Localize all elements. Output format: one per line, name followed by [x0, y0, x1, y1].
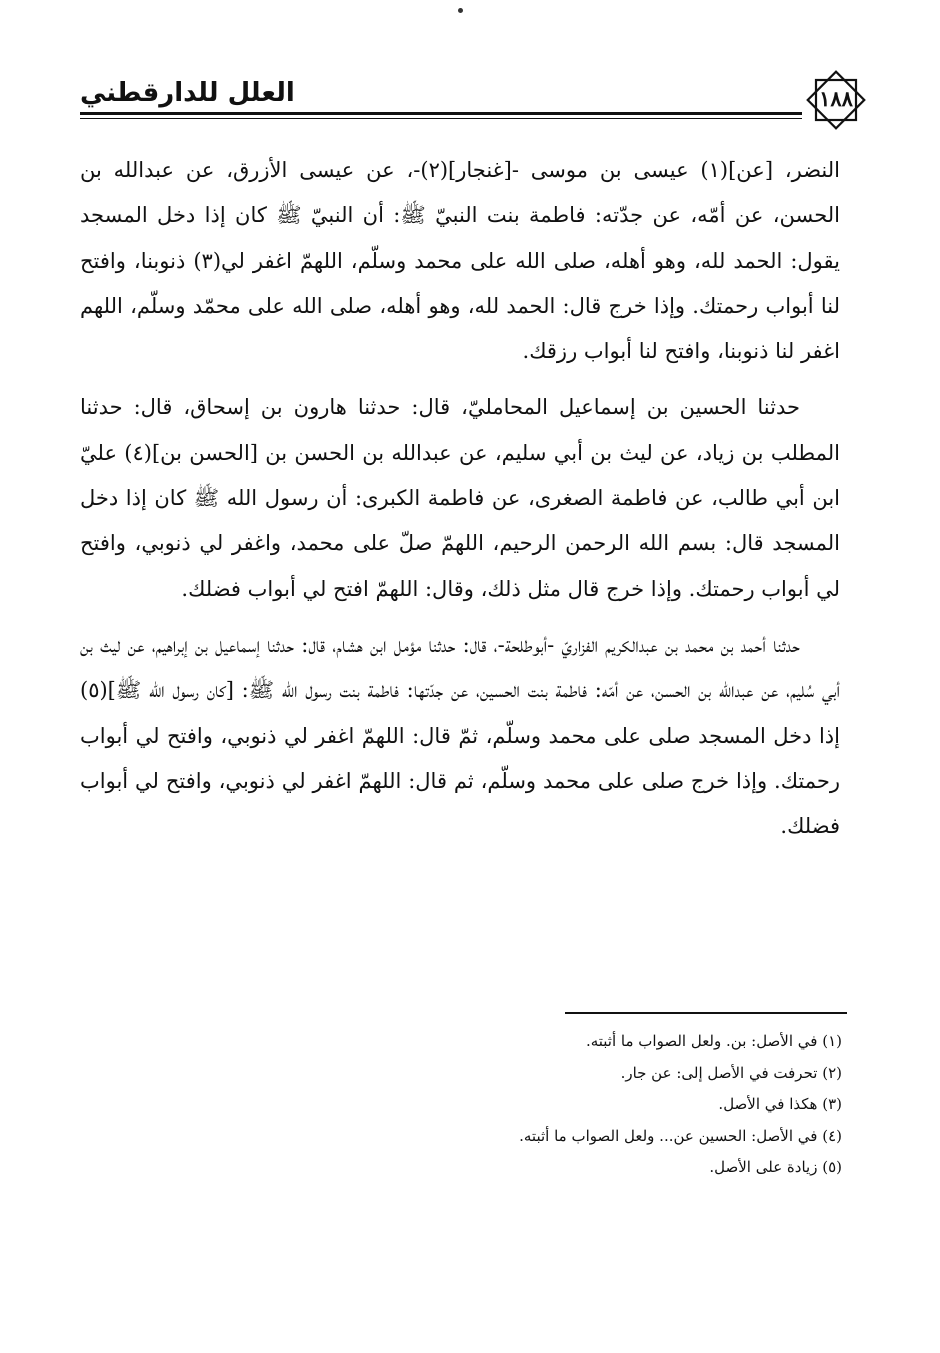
- paragraph-3: حدثنا أحمد بن محمد بن عبدالكريم الفزاريّ -أبوطلحة-، قال: حدثنا مؤمل ابن هشام، قال: حدثنا إسماعيل بن إبراهيم، عن ليث بن أبي سُليم، عن عبدالله بن الحسن، عن أمّه: فاطمة بنت الحسين، عن جدّتها: فاطمة بنت رسول الله ﷺ: [كان رسول الله ﷺ](٥) إذا دخل المسجد صلى على محمد وسلّم، ثمّ قال: اللهمّ اغفر لي ذنوبي، وافتح لي أبواب رحمتك. وإذا خرج صلى على محمد وسلّم، ثم قال: اللهمّ اغفر لي ذنوبي، وافتح لي أبواب فضلك.: [80, 632, 840, 839]
- running-title: العلل للدارقطني: [80, 78, 295, 108]
- main-text: [80, 148, 840, 860]
- header-rule-thin: [80, 118, 802, 119]
- paragraph-2: حدثنا الحسين بن إسماعيل المحامليّ، قال: حدثنا هارون بن إسحاق، قال: حدثنا المطلب بن زياد، عن ليث بن أبي سليم، عن عبدالله بن الحسن بن [الحسن بن](٤) عليّ ابن أبي طالب، عن فاطمة الصغرى، عن فاطمة الكبرى: أن رسول الله ﷺ كان إذا دخل المسجد قال: بسم الله الرحمن الرحيم، اللهمّ صلّ على محمد، واغفر لي ذنوبي، وافتح لي أبواب رحمتك. وإذا خرج قال مثل ذلك، وقال: اللهمّ افتح لي أبواب فضلك.: [80, 395, 840, 601]
- footnote-3: (٣) هكذا في الأصل.: [718, 1095, 842, 1113]
- page-header: [72, 70, 872, 130]
- paragraph-1: النضر، [عن](١) عيسى بن موسى -[غنجار](٢)-، عن عيسى الأزرق، عن عبدالله بن الحسن، عن أمّه، عن جدّته: فاطمة بنت النبيّ ﷺ: أن النبيّ ﷺ كان إذا دخل المسجد يقول: الحمد لله، وهو أهله، صلى الله على محمد وسلّم، اللهمّ اغفر لي(٣) ذنوبنا، وافتح لنا أبواب رحمتك. وإذا خرج قال: الحمد لله، وهو أهله، صلى الله على محمّد وسلّم، اللهم اغفر لنا ذنوبنا، وافتح لنا أبواب رزقك.: [80, 158, 841, 364]
- footnotes: [380, 1026, 842, 1184]
- footnote-1: (١) في الأصل: بن. ولعل الصواب ما أثبته.: [585, 1032, 842, 1050]
- page-number: ١٨٨: [819, 86, 853, 111]
- header-rule-thick: [80, 112, 802, 115]
- footnote-4: (٤) في الأصل: الحسين عن... ولعل الصواب ما أثبته.: [519, 1126, 842, 1145]
- print-speck: [458, 8, 463, 13]
- footnote-2: (٢) تحرفت في الأصل إلى: عن جار.: [620, 1063, 842, 1082]
- footnote-separator: [565, 1012, 847, 1014]
- footnote-5: (٥) زيادة على الأصل.: [709, 1158, 842, 1176]
- page-number-badge: [800, 70, 872, 130]
